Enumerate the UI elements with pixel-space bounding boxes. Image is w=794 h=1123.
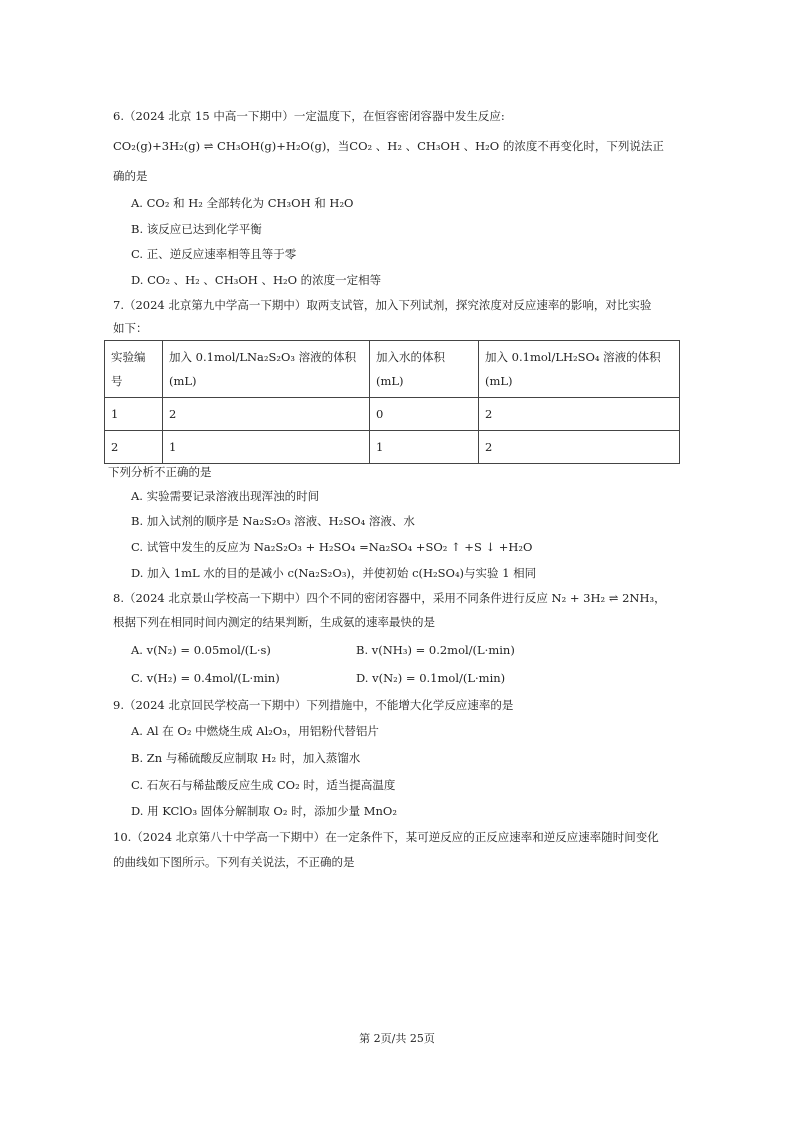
experiment-table xyxy=(104,340,680,464)
header-cell xyxy=(105,341,163,398)
q9-option-c[interactable]: C. 石灰石与稀盐酸反应生成 CO₂ 时，适当提高温度 xyxy=(131,778,396,792)
q6-stem-line1: 6.（2024 北京 15 中高一下期中）一定温度下，在恒容密闭容器中发生反应: xyxy=(113,109,505,123)
header-text: (mL) xyxy=(169,374,197,388)
header-cell xyxy=(370,341,479,398)
table-cell: 2 xyxy=(163,398,370,431)
table-cell: 1 xyxy=(105,398,163,431)
q7-after-table: 下列分析不正确的是 xyxy=(108,465,212,479)
q6-option-c[interactable]: C. 正、逆反应速率相等且等于零 xyxy=(131,247,297,261)
q8-option-b[interactable]: B. v(NH₃) = 0.2mol/(L·min) xyxy=(356,643,515,657)
header-text: (mL) xyxy=(485,374,513,388)
q6-option-b[interactable]: B. 该反应已达到化学平衡 xyxy=(131,222,262,236)
table-cell: 2 xyxy=(105,431,163,464)
q10-stem-line1: 10.（2024 北京第八十中学高一下期中）在一定条件下，某可逆反应的正反应速率和逆反应速率随时间变化 xyxy=(113,830,659,844)
q7-option-c[interactable]: C. 试管中发生的反应为 Na₂S₂O₃ + H₂SO₄ =Na₂SO₄ +SO₂ ↑ +S ↓ +H₂O xyxy=(131,540,533,554)
q9-option-a[interactable]: A. Al 在 O₂ 中燃烧生成 Al₂O₃，用铝粉代替铝片 xyxy=(131,724,379,738)
q8-option-d[interactable]: D. v(N₂) = 0.1mol/(L·min) xyxy=(356,671,506,685)
table-cell: 2 xyxy=(479,398,680,431)
q7-stem-line2: 如下： xyxy=(113,321,148,335)
header-text: 号 xyxy=(111,374,123,388)
table-cell: 1 xyxy=(370,431,479,464)
header-cell xyxy=(479,341,680,398)
page-footer: 第 2页/共 25页 xyxy=(359,1032,435,1045)
q9-option-d[interactable]: D. 用 KClO₃ 固体分解制取 O₂ 时，添加少量 MnO₂ xyxy=(131,804,397,818)
header-text: 加入 0.1mol/LH₂SO₄ 溶液的体积 xyxy=(485,350,661,364)
table-cell: 2 xyxy=(479,431,680,464)
q7-stem-line1: 7.（2024 北京第九中学高一下期中）取两支试管，加入下列试剂，探究浓度对反应速率的影响，对比实验 xyxy=(113,298,652,312)
table-row xyxy=(105,431,680,464)
q6-option-d[interactable]: D. CO₂ 、H₂ 、CH₃OH 、H₂O 的浓度一定相等 xyxy=(131,273,382,287)
q8-option-a[interactable]: A. v(N₂) = 0.05mol/(L·s) xyxy=(131,643,271,657)
header-text: 加入水的体积 xyxy=(376,350,445,364)
table-cell: 1 xyxy=(163,431,370,464)
header-text: 实验编 xyxy=(111,350,146,364)
header-text: (mL) xyxy=(376,374,404,388)
header-text: 加入 0.1mol/LNa₂S₂O₃ 溶液的体积 xyxy=(169,350,357,364)
q7-option-a[interactable]: A. 实验需要记录溶液出现浑浊的时间 xyxy=(131,489,320,503)
table-header-row xyxy=(105,341,680,398)
q7-option-b[interactable]: B. 加入试剂的顺序是 Na₂S₂O₃ 溶液、H₂SO₄ 溶液、水 xyxy=(131,514,415,528)
q7-option-d[interactable]: D. 加入 1mL 水的目的是减小 c(Na₂S₂O₃)，并使初始 c(H₂SO₄)与实验 1 相同 xyxy=(131,566,537,580)
q9-option-b[interactable]: B. Zn 与稀硫酸反应制取 H₂ 时，加入蒸馏水 xyxy=(131,751,361,765)
q10-stem-line2: 的曲线如下图所示。下列有关说法，不正确的是 xyxy=(113,855,355,869)
q6-option-a[interactable]: A. CO₂ 和 H₂ 全部转化为 CH₃OH 和 H₂O xyxy=(131,196,354,210)
table-cell: 0 xyxy=(370,398,479,431)
q6-stem-line2: CO₂(g)+3H₂(g) ⇌ CH₃OH(g)+H₂O(g)，当CO₂ 、H₂ 、CH₃OH 、H₂O 的浓度不再变化时，下列说法正 xyxy=(113,139,664,153)
q8-stem-line2: 根据下列在相同时间内测定的结果判断，生成氨的速率最快的是 xyxy=(113,615,435,629)
q8-stem-line1: 8.（2024 北京景山学校高一下期中）四个不同的密闭容器中，采用不同条件进行反应 N₂ + 3H₂ ⇌ 2NH₃， xyxy=(113,591,666,605)
header-cell xyxy=(163,341,370,398)
q8-option-c[interactable]: C. v(H₂) = 0.4mol/(L·min) xyxy=(131,671,280,685)
q6-stem-line3: 确的是 xyxy=(113,169,148,183)
table-row xyxy=(105,398,680,431)
q9-stem: 9.（2024 北京回民学校高一下期中）下列措施中，不能增大化学反应速率的是 xyxy=(113,698,514,712)
